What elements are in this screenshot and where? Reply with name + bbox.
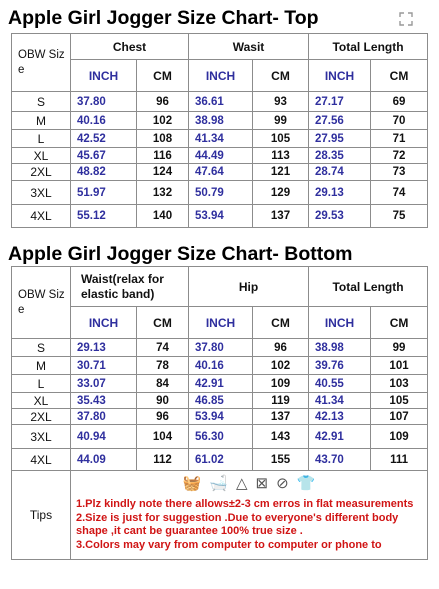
inch-cell: 53.94 xyxy=(189,205,253,228)
cm-cell: 96 xyxy=(253,339,309,357)
cm-cell: 137 xyxy=(253,409,309,425)
cm-cell: 90 xyxy=(137,393,189,409)
top-size-table xyxy=(11,33,428,228)
waist-header: Waist(relax for elastic band) xyxy=(71,267,189,307)
cm-cell: 78 xyxy=(137,357,189,375)
cm-cell: 69 xyxy=(371,92,428,112)
inch-cell: 47.64 xyxy=(189,164,253,181)
cm-unit-header: CM xyxy=(253,60,309,92)
tip-line: 3.Colors may vary from computer to computer or phone to xyxy=(76,538,382,551)
size-column-header: OBW Siz e xyxy=(12,267,71,339)
cm-cell: 73 xyxy=(371,164,428,181)
waist-header: Wasit xyxy=(189,34,309,60)
inch-cell: 35.43 xyxy=(71,393,137,409)
table-row xyxy=(12,375,428,393)
cm-cell: 74 xyxy=(371,181,428,205)
inch-unit-header: INCH xyxy=(189,307,253,339)
hip-header: Hip xyxy=(189,267,309,307)
inch-cell: 44.49 xyxy=(189,148,253,164)
cm-cell: 104 xyxy=(137,425,189,449)
cm-cell: 119 xyxy=(253,393,309,409)
hang-dry-icon: 👕 xyxy=(296,475,316,492)
tips-label: Tips xyxy=(12,471,71,560)
table-row xyxy=(12,357,428,375)
cm-cell: 101 xyxy=(371,357,428,375)
cm-cell: 137 xyxy=(253,205,309,228)
inch-cell: 40.94 xyxy=(71,425,137,449)
total-length-header: Total Length xyxy=(309,267,428,307)
cm-cell: 70 xyxy=(371,112,428,130)
cm-unit-header: CM xyxy=(137,60,189,92)
table-row xyxy=(12,92,428,112)
do-not-wring-icon: ⊘ xyxy=(276,475,289,492)
inch-cell: 50.79 xyxy=(189,181,253,205)
inch-cell: 55.12 xyxy=(71,205,137,228)
inch-cell: 27.17 xyxy=(309,92,371,112)
size-column-header: OBW Siz e xyxy=(12,34,71,92)
table-row xyxy=(12,112,428,130)
inch-cell: 36.61 xyxy=(189,92,253,112)
size-cell: L xyxy=(12,130,71,148)
chest-header: Chest xyxy=(71,34,189,60)
inch-cell: 28.74 xyxy=(309,164,371,181)
tip-line: 1.Plz kindly note there allows±2-3 cm erros in flat measurements xyxy=(76,498,414,510)
tips-text xyxy=(71,497,427,559)
inch-cell: 53.94 xyxy=(189,409,253,425)
inch-cell: 38.98 xyxy=(309,339,371,357)
cm-cell: 112 xyxy=(137,449,189,471)
size-cell: 3XL xyxy=(12,181,71,205)
cm-cell: 75 xyxy=(371,205,428,228)
cm-cell: 140 xyxy=(137,205,189,228)
inch-cell: 44.09 xyxy=(71,449,137,471)
cm-cell: 109 xyxy=(371,425,428,449)
inch-cell: 27.95 xyxy=(309,130,371,148)
cm-cell: 116 xyxy=(137,148,189,164)
table-row xyxy=(12,130,428,148)
machine-wash-icon: 🛁 xyxy=(209,475,228,492)
inch-cell: 38.98 xyxy=(189,112,253,130)
inch-cell: 61.02 xyxy=(189,449,253,471)
inch-cell: 33.07 xyxy=(71,375,137,393)
size-cell: S xyxy=(12,339,71,357)
table-row xyxy=(12,205,428,228)
cm-cell: 108 xyxy=(137,130,189,148)
inch-cell: 51.97 xyxy=(71,181,137,205)
table-row xyxy=(12,409,428,425)
inch-cell: 37.80 xyxy=(71,409,137,425)
table-row xyxy=(12,393,428,409)
size-cell: 4XL xyxy=(12,205,71,228)
inch-cell: 29.53 xyxy=(309,205,371,228)
inch-cell: 37.80 xyxy=(71,92,137,112)
table-row xyxy=(12,339,428,357)
cm-cell: 99 xyxy=(253,112,309,130)
care-icons-row xyxy=(71,471,427,497)
table-row xyxy=(12,181,428,205)
cm-cell: 121 xyxy=(253,164,309,181)
size-cell: 4XL xyxy=(12,449,71,471)
inch-cell: 41.34 xyxy=(189,130,253,148)
inch-cell: 29.13 xyxy=(71,339,137,357)
inch-cell: 41.34 xyxy=(309,393,371,409)
table-row xyxy=(12,449,428,471)
inch-unit-header: INCH xyxy=(71,307,137,339)
cm-cell: 107 xyxy=(371,409,428,425)
cm-cell: 84 xyxy=(137,375,189,393)
inch-cell: 43.70 xyxy=(309,449,371,471)
tumble-dry-icon: ⊠ xyxy=(255,475,269,492)
size-cell: XL xyxy=(12,148,71,164)
inch-cell: 42.91 xyxy=(189,375,253,393)
cm-cell: 99 xyxy=(371,339,428,357)
cm-cell: 102 xyxy=(137,112,189,130)
cm-cell: 113 xyxy=(253,148,309,164)
cm-cell: 74 xyxy=(137,339,189,357)
cm-unit-header: CM xyxy=(137,307,189,339)
inch-cell: 40.16 xyxy=(71,112,137,130)
size-cell: M xyxy=(12,357,71,375)
inch-cell: 48.82 xyxy=(71,164,137,181)
inch-cell: 42.52 xyxy=(71,130,137,148)
cm-cell: 155 xyxy=(253,449,309,471)
inch-cell: 29.13 xyxy=(309,181,371,205)
cm-unit-header: CM xyxy=(253,307,309,339)
inch-cell: 46.85 xyxy=(189,393,253,409)
size-cell: 3XL xyxy=(12,425,71,449)
inch-cell: 42.13 xyxy=(309,409,371,425)
bottom-size-table xyxy=(11,266,428,560)
inch-cell: 45.67 xyxy=(71,148,137,164)
inch-unit-header: INCH xyxy=(309,307,371,339)
cm-cell: 93 xyxy=(253,92,309,112)
cm-cell: 103 xyxy=(371,375,428,393)
inch-cell: 37.80 xyxy=(189,339,253,357)
cm-cell: 96 xyxy=(137,409,189,425)
cm-cell: 132 xyxy=(137,181,189,205)
cm-cell: 96 xyxy=(137,92,189,112)
bottom-chart-title: Apple Girl Jogger Size Chart- Bottom xyxy=(8,243,353,265)
hand-wash-icon: 🧺 xyxy=(182,475,202,492)
cm-cell: 105 xyxy=(253,130,309,148)
table-row xyxy=(12,164,428,181)
inch-cell: 30.71 xyxy=(71,357,137,375)
size-cell: M xyxy=(12,112,71,130)
size-cell: 2XL xyxy=(12,409,71,425)
table-row xyxy=(12,425,428,449)
size-cell: 2XL xyxy=(12,164,71,181)
size-cell: XL xyxy=(12,393,71,409)
inch-cell: 39.76 xyxy=(309,357,371,375)
cm-cell: 129 xyxy=(253,181,309,205)
total-length-header: Total Length xyxy=(309,34,428,60)
inch-unit-header: INCH xyxy=(71,60,137,92)
inch-cell: 42.91 xyxy=(309,425,371,449)
expand-icon[interactable] xyxy=(399,12,413,26)
cm-cell: 124 xyxy=(137,164,189,181)
cm-cell: 143 xyxy=(253,425,309,449)
cm-cell: 72 xyxy=(371,148,428,164)
cm-cell: 109 xyxy=(253,375,309,393)
cm-cell: 71 xyxy=(371,130,428,148)
cm-cell: 105 xyxy=(371,393,428,409)
tip-line: 2.Size is just for suggestion .Due to everyone's different body shape ,it cant be guarantee 100% true size . xyxy=(76,511,399,537)
size-cell: S xyxy=(12,92,71,112)
size-cell: L xyxy=(12,375,71,393)
table-row xyxy=(12,148,428,164)
inch-unit-header: INCH xyxy=(309,60,371,92)
tips-panel xyxy=(71,471,428,560)
inch-cell: 40.16 xyxy=(189,357,253,375)
cm-unit-header: CM xyxy=(371,60,428,92)
cm-cell: 111 xyxy=(371,449,428,471)
inch-unit-header: INCH xyxy=(189,60,253,92)
inch-cell: 28.35 xyxy=(309,148,371,164)
cm-cell: 102 xyxy=(253,357,309,375)
inch-cell: 56.30 xyxy=(189,425,253,449)
cm-unit-header: CM xyxy=(371,307,428,339)
top-chart-title: Apple Girl Jogger Size Chart- Top xyxy=(8,7,319,29)
inch-cell: 27.56 xyxy=(309,112,371,130)
inch-cell: 40.55 xyxy=(309,375,371,393)
no-bleach-icon: △ xyxy=(236,475,248,492)
